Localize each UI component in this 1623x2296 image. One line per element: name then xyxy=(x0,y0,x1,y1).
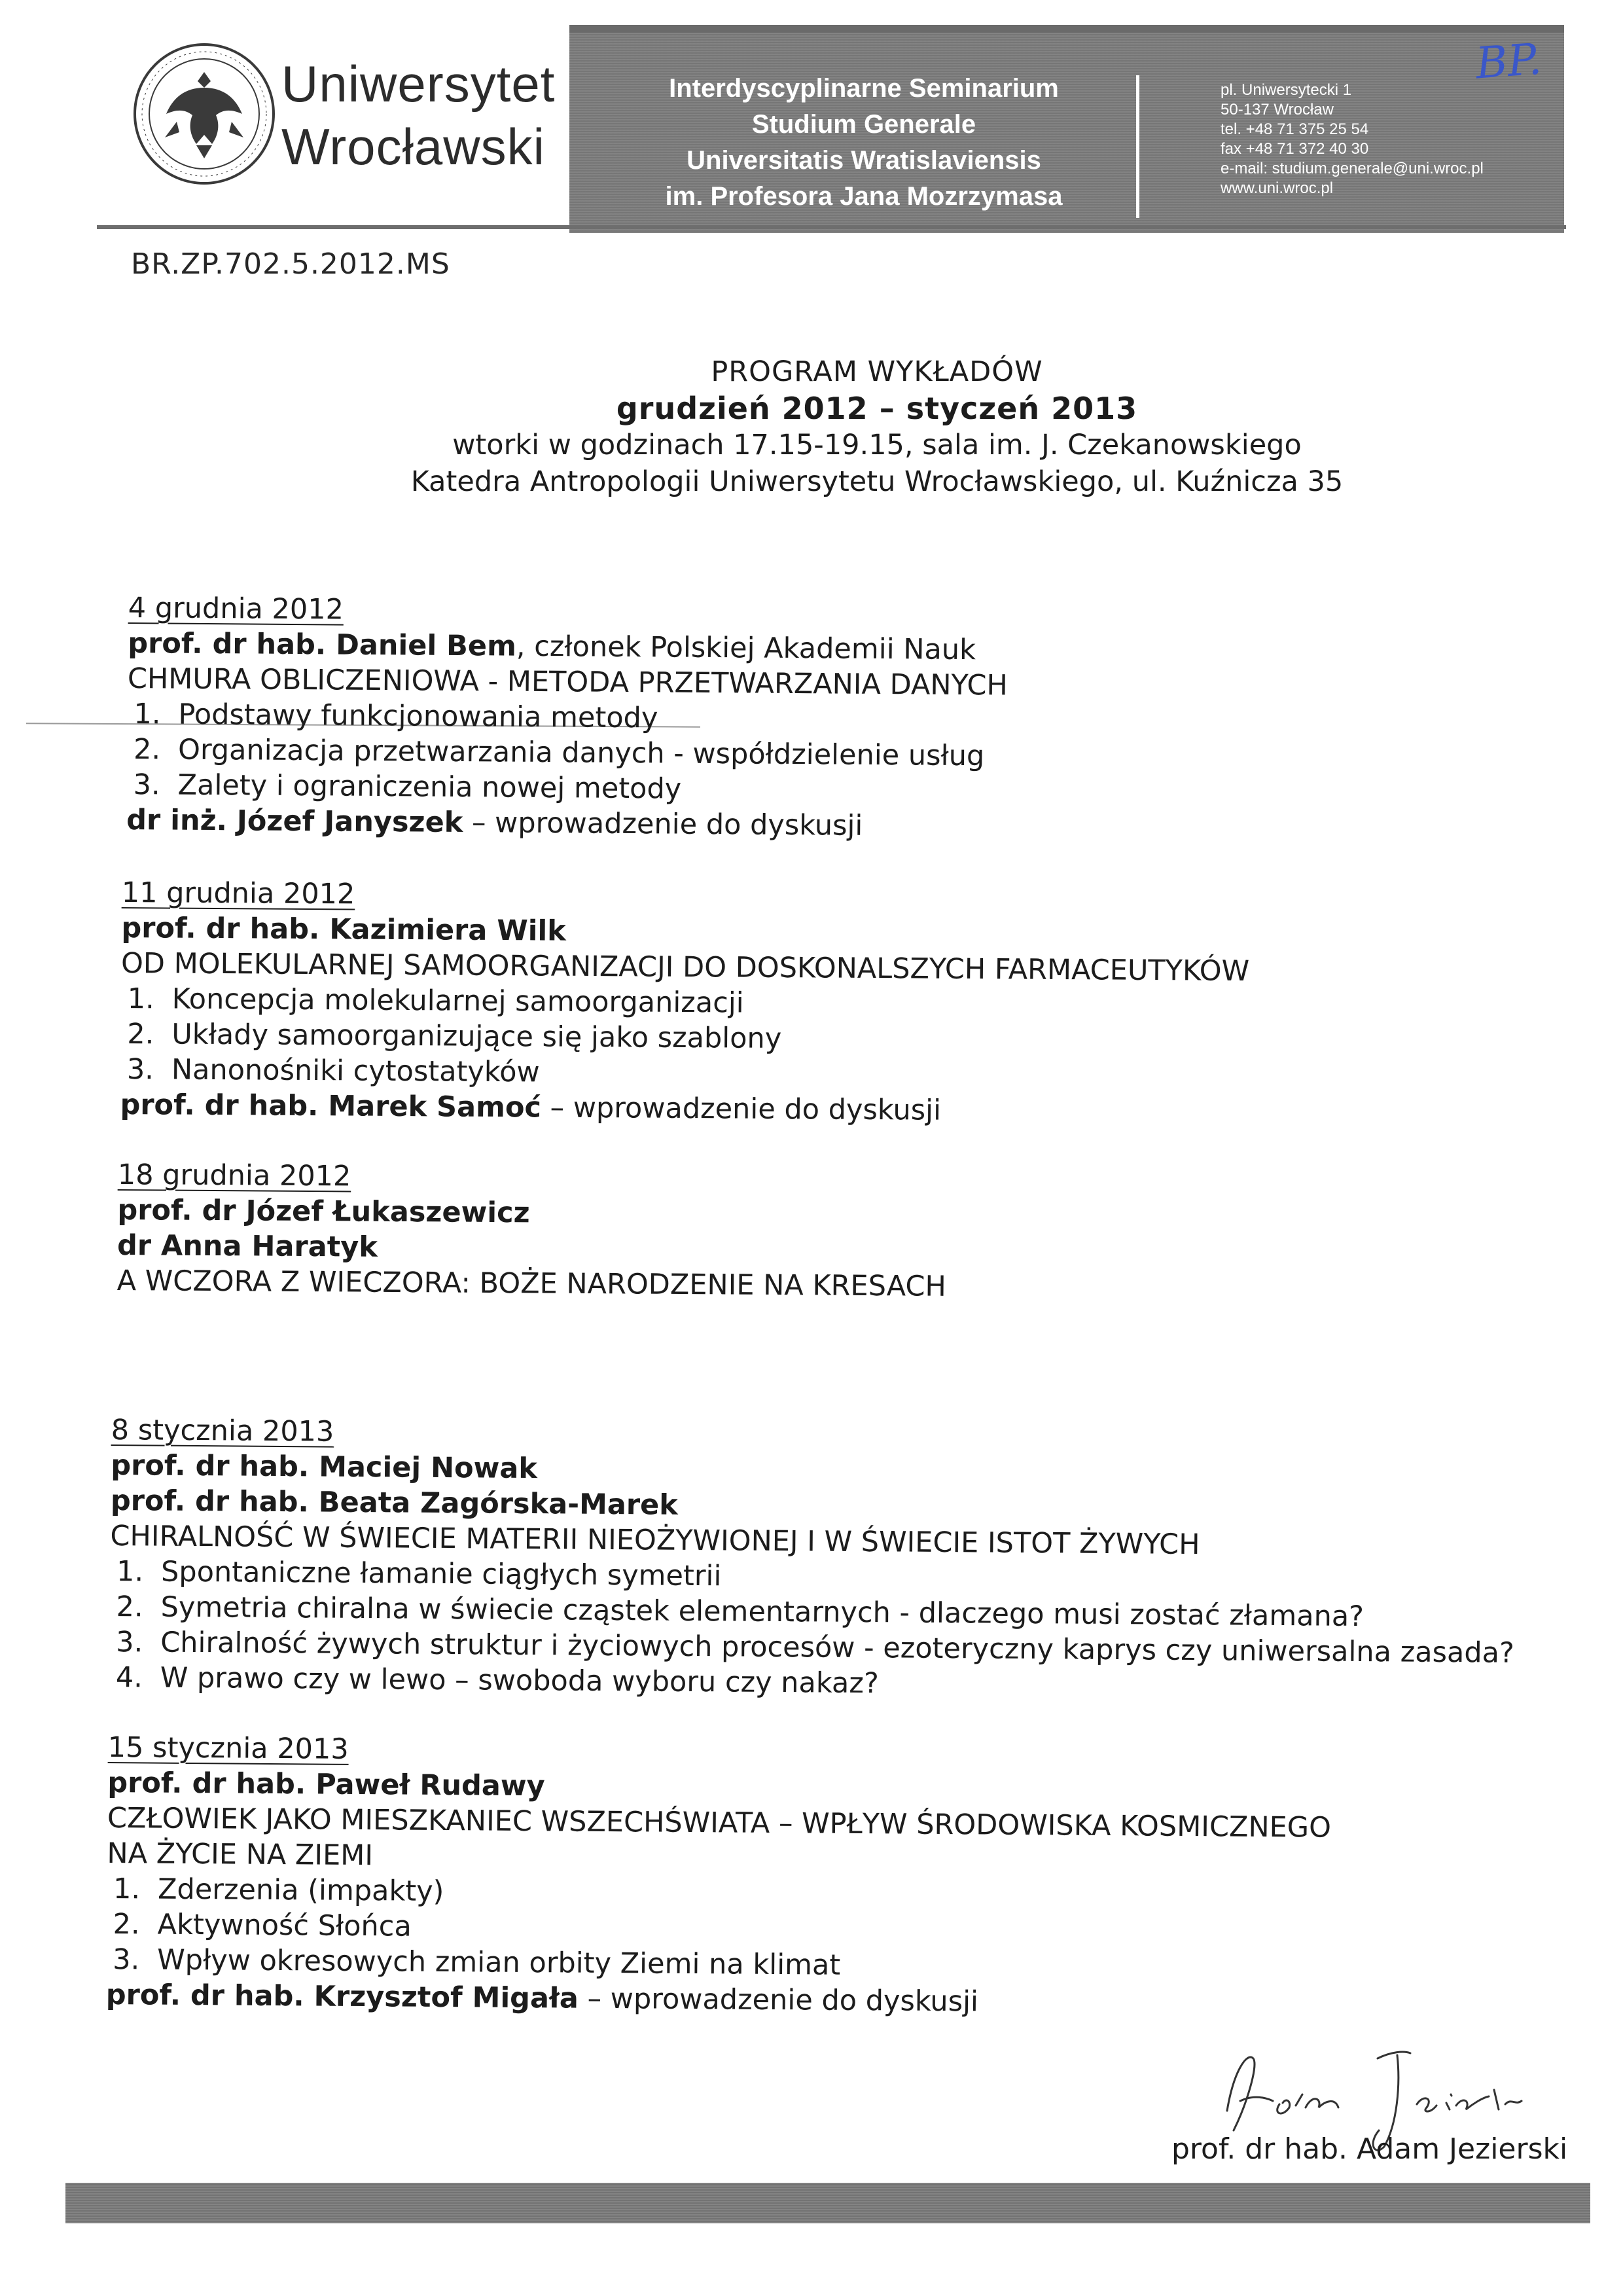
contact-city: 50-137 Wrocław xyxy=(1221,101,1334,118)
seminar-title xyxy=(569,71,1158,215)
point-text: Symetria chiralna w świecie cząstek elementarnych - dlaczego musi zostać złamana? xyxy=(160,1590,1364,1634)
speaker-affiliation: , członek Polskiej Akademii Nauk xyxy=(516,630,976,667)
handwritten-initials: BP. xyxy=(1474,33,1544,89)
point-text: Wpływ okresowych zmian orbity Ziemi na klimat xyxy=(157,1943,841,1982)
speaker-name: dr Anna Haratyk xyxy=(116,1229,378,1264)
session-date: 18 grudnia 2012 xyxy=(117,1158,351,1193)
point-number: 2. xyxy=(113,1908,140,1941)
session-topic: A WCZORA Z WIECZORA: BOŻE NARODZENIE NA KRESACH xyxy=(116,1264,946,1303)
contact-website: www.uni.wroc.pl xyxy=(1221,179,1334,197)
program-location: Katedra Antropologii Uniwersytetu Wrocławskiego, ul. Kuźnicza 35 xyxy=(410,465,1344,498)
point-text: Koncepcja molekularnej samoorganizacji xyxy=(171,982,744,1020)
university-name-line2: Wrocławski xyxy=(281,118,545,175)
contact-email: e-mail: studium.generale@uni.wroc.pl xyxy=(1221,160,1484,177)
contact-fax: fax +48 71 372 40 30 xyxy=(1221,140,1369,158)
discussant-name: prof. dr hab. Krzysztof Migała xyxy=(105,1978,579,2015)
discussant-name: prof. dr hab. Marek Samoć xyxy=(120,1088,542,1124)
discussion-note: – wprowadzenie do dyskusji xyxy=(541,1091,942,1127)
program-title: PROGRAM WYKŁADÓW xyxy=(711,355,1043,388)
point-text: Zalety i ograniczenia nowej metody xyxy=(177,768,682,806)
session-topic: CHMURA OBLICZENIOWA - METODA PRZETWARZANIA DANYCH xyxy=(127,662,1008,702)
contact-block xyxy=(1221,81,1484,198)
point-text: Zderzenia (impakty) xyxy=(157,1873,444,1909)
session-4-grudnia xyxy=(126,590,1008,845)
session-topic: CHIRALNOŚĆ W ŚWIECIE MATERII NIEOŻYWIONEJ I W ŚWIECIE ISTOT ŻYWYCH xyxy=(110,1519,1200,1562)
point-number: 2. xyxy=(116,1590,143,1624)
seminar-line: Studium Generale xyxy=(751,110,976,139)
speaker-name: prof. dr hab. Maciej Nowak xyxy=(111,1448,538,1486)
speaker-name: prof. dr hab. Paweł Rudawy xyxy=(107,1766,545,1803)
session-date: 11 grudnia 2012 xyxy=(121,876,355,911)
point-text: Podstawy funkcjonowania metody xyxy=(178,698,658,735)
session-points xyxy=(106,1871,1330,1987)
point-number: 3. xyxy=(126,1053,154,1086)
point-number: 1. xyxy=(116,1555,144,1588)
session-topic: OD MOLEKULARNEJ SAMOORGANIZACJI DO DOSKONALSZYCH FARMACEUTYKÓW xyxy=(120,946,1250,988)
discussion-note: – wprowadzenie do dyskusji xyxy=(578,1982,979,2018)
session-18-grudnia xyxy=(116,1157,947,1304)
point-text: Spontaniczne łamanie ciągłych symetrii xyxy=(160,1555,722,1593)
discussant-name: dr inż. Józef Janyszek xyxy=(126,803,463,840)
signatory-name: prof. dr hab. Adam Jezierski xyxy=(1171,2132,1568,2166)
contact-address: pl. Uniwersytecki 1 xyxy=(1221,81,1352,99)
point-text: W prawo czy w lewo – swoboda wyboru czy nakaz? xyxy=(160,1661,879,1700)
point-number: 3. xyxy=(133,768,160,802)
session-date: 15 stycznia 2013 xyxy=(107,1731,349,1766)
session-8-stycznia xyxy=(109,1412,1516,1706)
program-title-block xyxy=(0,353,1623,500)
session-points xyxy=(109,1554,1515,1706)
session-points xyxy=(126,696,1007,810)
session-points xyxy=(120,981,1249,1095)
point-text: Organizacja przetwarzania danych - współdzielenie usług xyxy=(177,733,985,773)
speaker-name: prof. dr Józef Łukaszewicz xyxy=(117,1193,530,1230)
point-number: 1. xyxy=(127,982,154,1016)
seminar-line: Universitatis Wratislaviensis xyxy=(687,146,1041,175)
session-topic-continued: NA ŻYCIE NA ZIEMI xyxy=(107,1837,374,1873)
university-seal-logo xyxy=(131,41,278,188)
point-text: Nanonośniki cytostatyków xyxy=(171,1053,540,1089)
session-discussion xyxy=(126,802,1007,845)
session-date: 8 stycznia 2013 xyxy=(111,1414,334,1448)
seminar-line: Interdyscyplinarne Seminarium xyxy=(669,74,1059,103)
footer-band xyxy=(65,2183,1590,2223)
point-number: 1. xyxy=(134,698,161,731)
point-text: Aktywność Słońca xyxy=(157,1908,412,1943)
point-number: 2. xyxy=(133,733,161,766)
session-15-stycznia xyxy=(106,1730,1332,2022)
point-text: Układy samoorganizujące się jako szablony xyxy=(171,1018,782,1056)
seminar-line: im. Profesora Jana Mozrzymasa xyxy=(665,182,1063,211)
university-name xyxy=(281,52,555,178)
discussion-note: – wprowadzenie do dyskusji xyxy=(463,806,863,842)
point-text: Chiralność żywych struktur i życiowych procesów - ezoteryczny kaprys czy uniwersalna zasada? xyxy=(160,1626,1515,1670)
university-name-line1: Uniwersytet xyxy=(281,55,556,113)
point-number: 2. xyxy=(127,1018,154,1051)
point-number: 1. xyxy=(113,1873,141,1906)
speaker-name: prof. dr hab. Daniel Bem xyxy=(128,626,517,663)
point-number: 3. xyxy=(113,1943,140,1977)
session-discussion xyxy=(120,1087,1248,1130)
program-period: grudzień 2012 – styczeń 2013 xyxy=(616,391,1138,426)
point-number: 3. xyxy=(116,1626,143,1659)
program-schedule: wtorki w godzinach 17.15-19.15, sala im. J. Czekanowskiego xyxy=(452,429,1302,461)
session-date: 4 grudnia 2012 xyxy=(128,591,344,626)
header-divider xyxy=(1136,75,1139,218)
contact-phone: tel. +48 71 375 25 54 xyxy=(1221,120,1369,138)
header-band-edge xyxy=(569,25,1564,33)
point-number: 4. xyxy=(115,1661,143,1695)
header-rule xyxy=(97,225,1566,229)
session-11-grudnia xyxy=(120,875,1250,1130)
reference-number: BR.ZP.702.5.2012.MS xyxy=(131,247,450,281)
speaker-name: prof. dr hab. Kazimiera Wilk xyxy=(121,911,566,948)
speaker-name: prof. dr hab. Beata Zagórska-Marek xyxy=(110,1484,679,1522)
session-topic: CZŁOWIEK JAKO MIESZKANIEC WSZECHŚWIATA – WPŁYW ŚRODOWISKA KOSMICZNEGO xyxy=(107,1801,1332,1844)
